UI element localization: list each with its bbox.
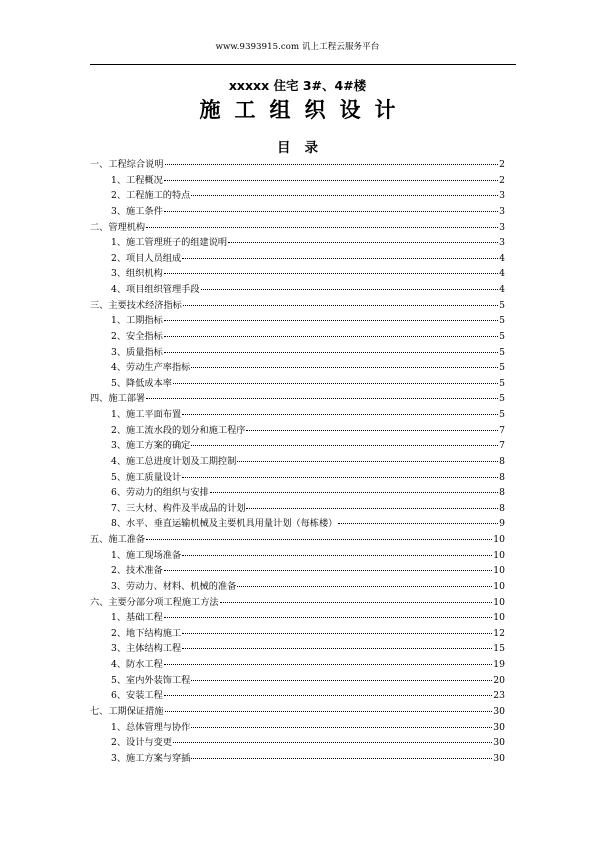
toc-entry-title: 2、施工流水段的划分和施工程序	[111, 424, 246, 436]
toc-dot-leader	[164, 695, 493, 696]
toc-dot-leader	[164, 617, 493, 618]
toc-subsection-entry[interactable]	[90, 579, 505, 595]
toc-entry-title: 一、工程综合说明	[90, 159, 164, 170]
toc-page-number: 10	[493, 549, 505, 561]
toc-page-number: 10	[493, 534, 505, 545]
toc-dot-leader	[182, 633, 492, 634]
toc-dot-leader	[191, 758, 492, 759]
toc-page-number: 5	[499, 315, 505, 327]
toc-subsection-entry[interactable]	[90, 485, 505, 501]
toc-entry-title: 6、安装工程	[111, 690, 163, 702]
toc-page-number: 5	[499, 362, 505, 374]
toc-page-number: 12	[493, 627, 505, 639]
toc-dot-leader	[182, 414, 498, 415]
toc-dot-leader	[201, 289, 499, 290]
toc-entry-title: 二、管理机构	[90, 221, 146, 233]
toc-entry-title: 2、工程施工的特点	[111, 190, 191, 202]
toc-subsection-entry[interactable]	[90, 266, 505, 282]
toc-dot-leader	[165, 164, 499, 165]
toc-entry-title: 2、安全指标	[111, 330, 163, 342]
toc-entry-title: 3、施工方案与穿插	[111, 752, 191, 764]
document-title: 施工组织设计	[199, 97, 410, 122]
toc-entry-title: 2、项目人员组成	[111, 252, 182, 264]
toc-subsection-entry[interactable]	[90, 688, 505, 704]
toc-dot-leader	[191, 727, 492, 728]
toc-page-number: 2	[499, 159, 505, 170]
toc-dot-leader	[228, 242, 498, 243]
toc-page-number: 3	[499, 190, 505, 202]
toc-entry-title: 8、水平、垂直运输机械及主要机具用量计划（每栋楼）	[111, 518, 338, 530]
toc-page-number: 8	[499, 471, 505, 483]
toc-entry-title: 2、设计与变更	[111, 737, 172, 749]
toc-page-number: 8	[499, 455, 505, 467]
toc-heading: 目录	[277, 140, 332, 156]
toc-section-entry[interactable]	[90, 595, 505, 611]
toc-entry-title: 1、工期指标	[111, 315, 163, 327]
toc-entry-title: 1、施工管理班子的组建说明	[111, 237, 228, 249]
toc-subsection-entry[interactable]	[90, 673, 505, 689]
toc-page-number: 10	[493, 580, 505, 592]
toc-page-number: 15	[493, 643, 505, 655]
toc-dot-leader	[237, 461, 498, 462]
toc-entry-title: 四、施工部署	[90, 393, 146, 405]
toc-page-number: 4	[499, 268, 505, 280]
toc-page-number: 5	[499, 377, 505, 389]
toc-entry-title: 7、三大材、构件及半成品的计划	[111, 502, 246, 514]
toc-dot-leader	[246, 508, 498, 509]
toc-dot-leader	[191, 445, 498, 446]
toc-subsection-entry[interactable]	[90, 313, 505, 329]
toc-page-number: 30	[493, 752, 505, 764]
toc-subsection-entry[interactable]	[90, 501, 505, 517]
table-of-contents	[90, 157, 505, 766]
toc-page-number: 3	[499, 221, 505, 233]
toc-subsection-entry[interactable]	[90, 204, 505, 220]
toc-entry-title: 七、工期保证措施	[90, 705, 164, 717]
toc-entry-title: 1、基础工程	[111, 612, 163, 624]
toc-page-number: 10	[493, 565, 505, 577]
toc-page-number: 8	[499, 487, 505, 499]
toc-subsection-entry[interactable]	[90, 516, 505, 532]
toc-dot-leader	[164, 320, 498, 321]
toc-subsection-entry[interactable]	[90, 438, 505, 454]
toc-subsection-entry[interactable]	[90, 470, 505, 486]
toc-section-entry[interactable]	[90, 220, 505, 236]
toc-dot-leader	[220, 602, 493, 603]
toc-page-number: 23	[493, 690, 505, 702]
toc-entry-title: 3、质量指标	[111, 346, 163, 358]
toc-entry-title: 1、施工现场准备	[111, 549, 182, 561]
toc-page-number: 4	[499, 252, 505, 264]
toc-subsection-entry[interactable]	[90, 360, 505, 376]
toc-page-number: 8	[499, 502, 505, 514]
toc-subsection-entry[interactable]	[90, 720, 505, 736]
toc-entry-title: 3、施工方案的确定	[111, 440, 191, 452]
toc-entry-title: 3、劳动力、材料、机械的准备	[111, 580, 237, 592]
toc-page-number: 5	[499, 409, 505, 420]
toc-dot-leader	[182, 477, 498, 478]
toc-section-entry[interactable]	[90, 391, 505, 407]
toc-dot-leader	[338, 523, 498, 524]
toc-section-entry[interactable]	[90, 157, 505, 173]
toc-subsection-entry[interactable]	[90, 251, 505, 267]
toc-subsection-entry[interactable]	[90, 657, 505, 673]
toc-dot-leader	[146, 227, 498, 228]
document-subtitle: xxxxx 住宅 3#、4#楼	[228, 78, 367, 93]
toc-entry-title: 4、施工总进度计划及工期控制	[111, 455, 237, 467]
toc-entry-title: 4、劳动生产率指标	[111, 362, 191, 374]
toc-subsection-entry[interactable]	[90, 454, 505, 470]
toc-entry-title: 1、总体管理与协作	[111, 721, 191, 733]
toc-entry-title: 5、降低成本率	[111, 377, 172, 389]
header-rule	[90, 64, 516, 65]
toc-page-number: 7	[499, 424, 505, 436]
toc-entry-title: 3、施工条件	[111, 205, 163, 217]
toc-page-number: 5	[499, 299, 505, 311]
toc-page-number: 3	[499, 205, 505, 217]
toc-dot-leader	[164, 664, 493, 665]
toc-dot-leader	[164, 570, 493, 571]
toc-dot-leader	[146, 539, 492, 540]
toc-page-number: 5	[499, 330, 505, 342]
toc-entry-title: 5、施工质量设计	[111, 471, 182, 483]
toc-page-number: 3	[499, 237, 505, 249]
toc-page-number: 19	[493, 659, 505, 670]
toc-page-number: 30	[493, 737, 505, 749]
toc-dot-leader	[173, 383, 498, 384]
toc-page-number: 4	[499, 284, 505, 295]
toc-subsection-entry[interactable]	[90, 610, 505, 626]
toc-subsection-entry[interactable]	[90, 423, 505, 439]
toc-dot-leader	[182, 555, 492, 556]
toc-entry-title: 1、施工平面布置	[111, 409, 182, 420]
toc-dot-leader	[210, 492, 498, 493]
toc-subsection-entry[interactable]	[90, 407, 505, 423]
toc-subsection-entry[interactable]	[90, 345, 505, 361]
toc-page-number: 9	[499, 518, 505, 530]
toc-page-number: 30	[493, 721, 505, 733]
toc-dot-leader	[165, 711, 493, 712]
toc-dot-leader	[164, 211, 498, 212]
toc-subsection-entry[interactable]	[90, 641, 505, 657]
toc-dot-leader	[164, 336, 498, 337]
toc-section-entry[interactable]	[90, 532, 505, 548]
toc-section-entry[interactable]	[90, 704, 505, 720]
toc-page-number: 30	[493, 705, 505, 717]
toc-entry-title: 六、主要分部分项工程施工方法	[90, 596, 219, 608]
toc-dot-leader	[183, 305, 498, 306]
toc-dot-leader	[146, 398, 498, 399]
toc-entry-title: 2、技术准备	[111, 565, 163, 577]
toc-subsection-entry[interactable]	[90, 329, 505, 345]
toc-entry-title: 6、劳动力的组织与安排	[111, 487, 209, 499]
toc-entry-title: 3、组织机构	[111, 268, 163, 280]
toc-subsection-entry[interactable]	[90, 282, 505, 298]
toc-page-number: 10	[493, 596, 505, 608]
toc-entry-title: 4、防水工程	[111, 659, 163, 670]
toc-dot-leader	[191, 680, 492, 681]
toc-subsection-entry[interactable]	[90, 626, 505, 642]
toc-dot-leader	[164, 352, 498, 353]
page-header: www.9393915.com 讥上工程云服务平台	[215, 42, 380, 52]
toc-dot-leader	[173, 742, 492, 743]
toc-dot-leader	[164, 180, 498, 181]
toc-page-number: 7	[499, 440, 505, 452]
toc-page-number: 10	[493, 612, 505, 624]
toc-entry-title: 2、地下结构施工	[111, 627, 182, 639]
toc-entry-title: 三、主要技术经济指标	[90, 299, 182, 311]
toc-entry-title: 五、施工准备	[90, 534, 146, 545]
toc-subsection-entry[interactable]	[90, 751, 505, 767]
toc-dot-leader	[182, 258, 498, 259]
toc-entry-title: 4、项目组织管理手段	[111, 284, 200, 295]
toc-page-number: 5	[499, 393, 505, 405]
toc-entry-title: 3、主体结构工程	[111, 643, 182, 655]
toc-subsection-entry[interactable]	[90, 173, 505, 189]
toc-dot-leader	[237, 586, 492, 587]
toc-dot-leader	[191, 195, 498, 196]
toc-subsection-entry[interactable]	[90, 563, 505, 579]
toc-page-number: 5	[499, 346, 505, 358]
toc-page-number: 20	[493, 674, 505, 686]
toc-dot-leader	[246, 430, 498, 431]
toc-subsection-entry[interactable]	[90, 188, 505, 204]
toc-subsection-entry[interactable]	[90, 235, 505, 251]
toc-subsection-entry[interactable]	[90, 376, 505, 392]
toc-section-entry[interactable]	[90, 298, 505, 314]
toc-dot-leader	[164, 273, 498, 274]
toc-entry-title: 5、室内外装饰工程	[111, 674, 191, 686]
toc-dot-leader	[182, 648, 492, 649]
toc-dot-leader	[191, 367, 498, 368]
toc-subsection-entry[interactable]	[90, 735, 505, 751]
toc-page-number: 2	[499, 174, 505, 186]
toc-entry-title: 1、工程概况	[111, 174, 163, 186]
toc-subsection-entry[interactable]	[90, 548, 505, 564]
